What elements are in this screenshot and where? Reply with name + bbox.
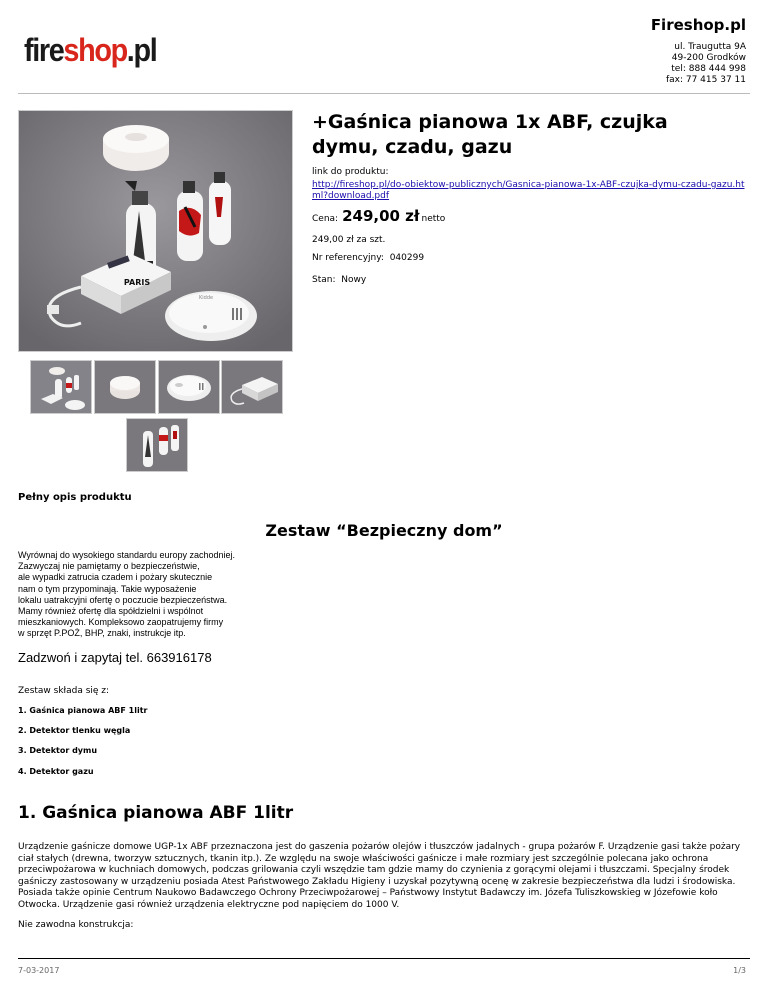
header-divider xyxy=(18,93,750,94)
fireshop-logo[interactable] xyxy=(24,32,156,69)
intro-line: lokalu uatrakcyjni ofertę o poczucie bezpieczeństwa. xyxy=(18,594,228,605)
price-suffix: netto xyxy=(421,214,446,224)
intro-line: Zazwyczaj nie pamiętamy o bezpieczeństwie, xyxy=(18,561,200,572)
thumbnail-co-detector[interactable] xyxy=(158,360,220,414)
intro-line: ale wypadki zatrucia czadem i pożary skutecznie xyxy=(18,572,213,583)
condition-label: Stan: xyxy=(312,275,336,285)
thumbnail-extinguishers-image xyxy=(127,419,187,471)
intro-line: Mamy również ofertę dla spółdzielni i wspólnot xyxy=(18,606,204,617)
reference-value: 040299 xyxy=(389,253,425,263)
thumbnail-co-detector-image xyxy=(159,361,219,413)
set-item: 1. Gaśnica pianowa ABF 1litr xyxy=(18,706,148,715)
thumbnail-extinguishers[interactable] xyxy=(126,418,188,472)
site-name: Fireshop.pl xyxy=(650,16,746,34)
thumbnail-gas-detector-image xyxy=(222,361,282,413)
intro-text xyxy=(18,550,235,640)
product-title: +Gaśnica pianowa 1x ABF, czujka dymu, czadu, gazu xyxy=(312,111,668,158)
extinguisher-brand-text: PARIS xyxy=(123,278,151,287)
section-paragraph: Urządzenie gaśnicze domowe UGP-1x ABF przeznaczona jest do gaszenia pożarów olejów i tłuszczów jadalnych - grupa pożarów F. Urządzenie gasi także pożary ciał stałych (drewna, tworzyw sztucznych, tkanin itp.). Ze względu na swoje właściwości gaśnicze i małe rozmiary jest szczególnie polecana jako ochrona przeciwpożarowa w kuchniach domowych, podczas grilowania czyli wszędzie tam gdzie mamy do czynienia z gorącymi olejami i tłuszczami. Specjalny środek gaśniczy zastosowany w urządzeniu posiada Atest Państwowego Zakładu Higieny i uzyskał pozytywną ocenę w zakresie bezpieczeństwa dla ludzi i środowiska. Posiada także opinie Centrum Naukowo Badawczego Ochrony Przeciwpożarowej – Państwowy Instytut Badawczy im. Józefa Tuliszkowskieg w Józefowie koło Otwocka. Urządzenie gasi również urządzenia elektryczne pod napięciem do 1000 V. xyxy=(18,842,741,910)
condition-value: Nowy xyxy=(341,275,367,285)
logo-text-fire: fire xyxy=(24,32,64,68)
logo-text-shop: shop xyxy=(63,32,127,68)
price-label: Cena: xyxy=(312,214,339,224)
address-fax: fax: 77 415 37 11 xyxy=(665,75,746,85)
condition-row xyxy=(312,275,366,285)
section-title: 1. Gaśnica pianowa ABF 1litr xyxy=(18,803,294,823)
thumbnail-smoke-detector-image xyxy=(95,361,155,413)
reference-row xyxy=(312,253,424,263)
co-detector-brand-text: Kidde xyxy=(199,295,214,301)
intro-line: Wyrównaj do wysokiego standardu europy zachodniej. xyxy=(18,550,236,560)
call-to-action: Zadzwoń i zapytaj tel. 663916178 xyxy=(18,650,212,665)
logo-text-pl: .pl xyxy=(126,32,157,68)
address-street: ul. Traugutta 9A xyxy=(674,42,746,52)
product-link[interactable]: http://fireshop.pl/do-obiektow-publicznych/Gasnica-pianowa-1x-ABF-czujka-dymu-czadu-gazu.html?download.pdf xyxy=(312,180,745,201)
intro-line: mieszkaniowych. Kompleksowo zaopatrujemy firmy xyxy=(18,617,224,628)
reference-label: Nr referencyjny: xyxy=(312,253,384,263)
price-value: 249,00 zł xyxy=(342,207,420,225)
set-item: 3. Detektor dymu xyxy=(18,746,98,755)
price-row xyxy=(312,207,445,225)
set-title: Zestaw “Bezpieczny dom” xyxy=(265,521,503,540)
intro-line: nam o tym przypominają. Takie wyposażenie xyxy=(18,583,197,594)
set-item: 4. Detektor gazu xyxy=(18,767,94,776)
intro-line: w sprzęt P.POŻ, BHP, znaki, instrukcje itp. xyxy=(18,628,186,639)
unit-price: 249,00 zł za szt. xyxy=(312,235,386,245)
construction-label: Nie zawodna konstrukcja: xyxy=(18,920,134,930)
footer-page-number: 1/3 xyxy=(733,966,746,975)
thumbnail-gas-detector[interactable] xyxy=(221,360,283,414)
address-city: 49-200 Grodków xyxy=(671,53,746,63)
address-phone: tel: 888 444 998 xyxy=(671,64,746,74)
full-description-heading: Pełny opis produktu xyxy=(18,492,132,503)
product-photo-svg xyxy=(19,111,292,351)
footer-divider xyxy=(18,958,750,959)
footer-date: 7-03-2017 xyxy=(18,966,60,975)
thumbnail-set[interactable] xyxy=(30,360,92,414)
product-main-image[interactable] xyxy=(18,110,293,352)
set-contents-intro: Zestaw składa się z: xyxy=(18,686,110,696)
product-link-label: link do produktu: xyxy=(312,167,389,177)
thumbnail-smoke-detector[interactable] xyxy=(94,360,156,414)
set-item: 2. Detektor tlenku węgla xyxy=(18,726,131,735)
shop-address xyxy=(666,42,746,86)
thumbnail-set-image xyxy=(31,361,91,413)
